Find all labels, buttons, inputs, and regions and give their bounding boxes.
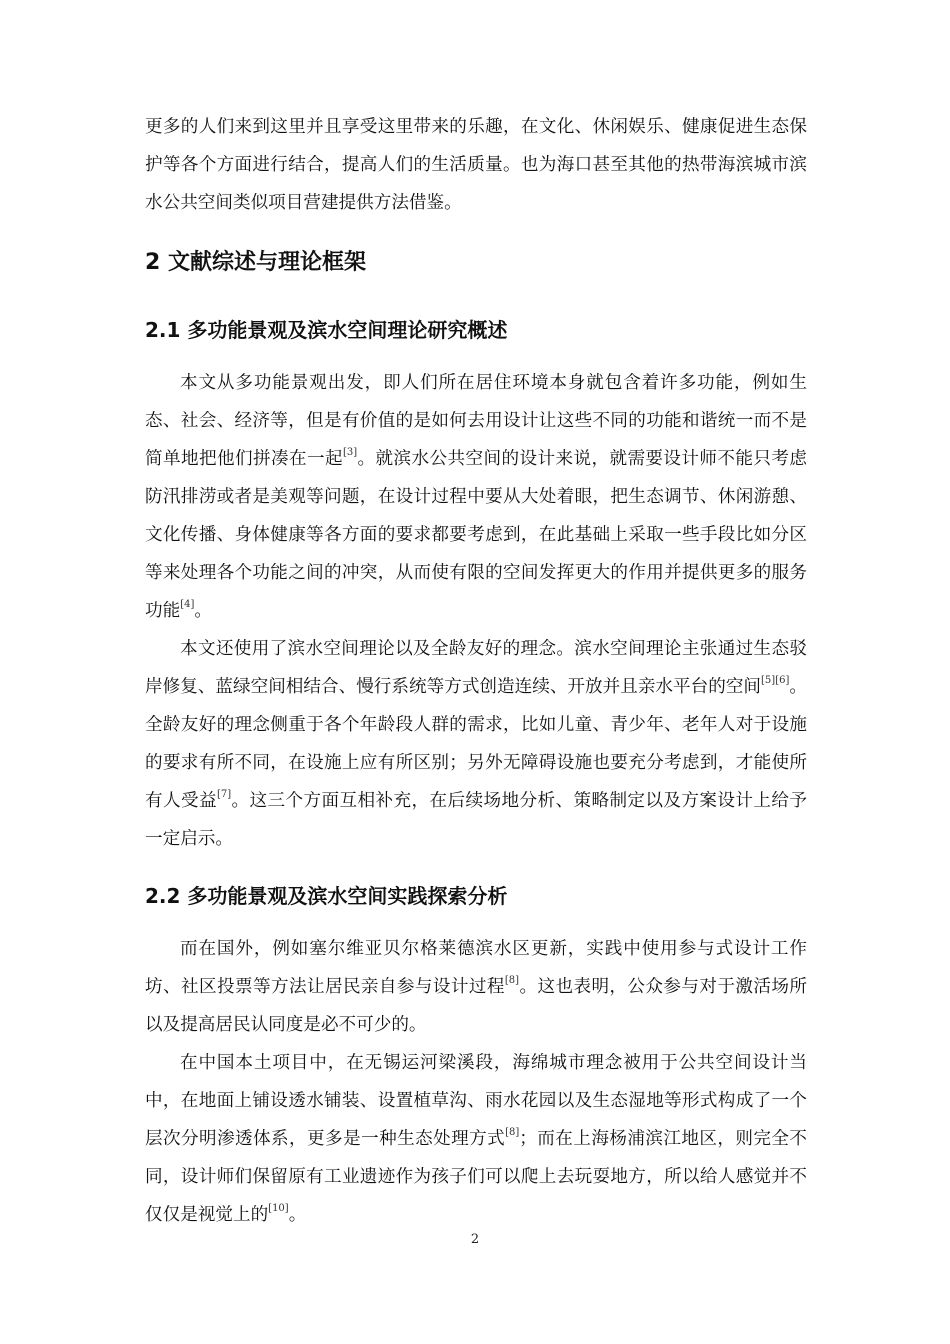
section-2-1-paragraph-1 <box>145 364 807 630</box>
paragraph-text: 本文从多功能景观出发，即人们所在居住环境本身就包含着许多功能，例如生态、社会、经济等，但是有价值的是如何去用设计让这些不同的功能和谐统一而不是简单地把他们拼凑在一起 <box>145 373 807 469</box>
page-body <box>145 108 807 1234</box>
paragraph-text: 。全龄友好的理念侧重于各个年龄段人群的需求，比如儿童、青少年、老年人对于设施的要求有所不同，在设施上应有所区别；另外无障碍设施也要充分考虑到，才能使所有人受益 <box>145 677 807 811</box>
paragraph-text: 。就滨水公共空间的设计来说，就需要设计师不能只考虑防汛排涝或者是美观等问题，在设计过程中要从大处着眼，把生态调节、休闲游憩、文化传播、身体健康等各方面的要求都要考虑到，在此基础上采取一些手段比如分区等来处理各个功能之间的冲突，从而使有限的空间发挥更大的作用并提供更多的服务功能 <box>145 449 807 621</box>
citation-ref: [10] <box>268 1203 289 1214</box>
section-2-2-heading: 2.2 多功能景观及滨水空间实践探索分析 <box>145 884 508 908</box>
citation-ref: [4] <box>180 599 195 610</box>
paragraph-text: 。这也表明，公众参与对于激活场所以及提高居民认同度是必不可少的。 <box>145 977 807 1035</box>
citation-ref: [8] <box>505 1127 520 1138</box>
section-2-1-paragraph-2 <box>145 630 807 858</box>
paragraph-text: 。 <box>288 1205 307 1225</box>
paragraph-text: 在中国本土项目中，在无锡运河梁溪段，海绵城市理念被用于公共空间设计当中，在地面上铺设透水铺装、设置植草沟、雨水花园以及生态湿地等形式构成了一个层次分明渗透体系，更多是一种生态处理方式 <box>145 1053 807 1149</box>
section-2-1-heading: 2.1 多功能景观及滨水空间理论研究概述 <box>145 318 508 342</box>
paragraph-text: ；而在上海杨浦滨江地区，则完全不同，设计师们保留原有工业遗迹作为孩子们可以爬上去玩耍地方，所以给人感觉并不仅仅是视觉上的 <box>145 1129 807 1225</box>
citation-ref: [5][6] <box>761 675 790 686</box>
paragraph-text: 而在国外，例如塞尔维亚贝尔格莱德滨水区更新，实践中使用参与式设计工作坊、社区投票等方法让居民亲自参与设计过程 <box>145 939 807 997</box>
section-2-2-paragraph-1 <box>145 930 807 1044</box>
section-2-2-paragraph-2 <box>145 1044 807 1234</box>
paragraph-text: 。这三个方面互相补充，在后续场地分析、策略制定以及方案设计上给予一定启示。 <box>145 791 807 849</box>
citation-ref: [7] <box>216 789 232 800</box>
intro-text: 更多的人们来到这里并且享受这里带来的乐趣，在文化、休闲娱乐、健康促进生态保护等各个方面进行结合，提高人们的生活质量。也为海口甚至其他的热带海滨城市滨水公共空间类似项目营建提供方法借鉴。 <box>145 117 807 213</box>
intro-paragraph <box>145 108 807 222</box>
chapter-heading: 2 文献综述与理论框架 <box>145 250 366 275</box>
citation-ref: [3] <box>342 447 358 458</box>
citation-ref: [8] <box>504 975 520 986</box>
paragraph-text: 。 <box>194 601 212 621</box>
paragraph-text: 本文还使用了滨水空间理论以及全龄友好的理念。滨水空间理论主张通过生态驳岸修复、蓝绿空间相结合、慢行系统等方式创造连续、开放并且亲水平台的空间 <box>145 639 807 697</box>
page-number: 2 <box>470 1232 480 1247</box>
